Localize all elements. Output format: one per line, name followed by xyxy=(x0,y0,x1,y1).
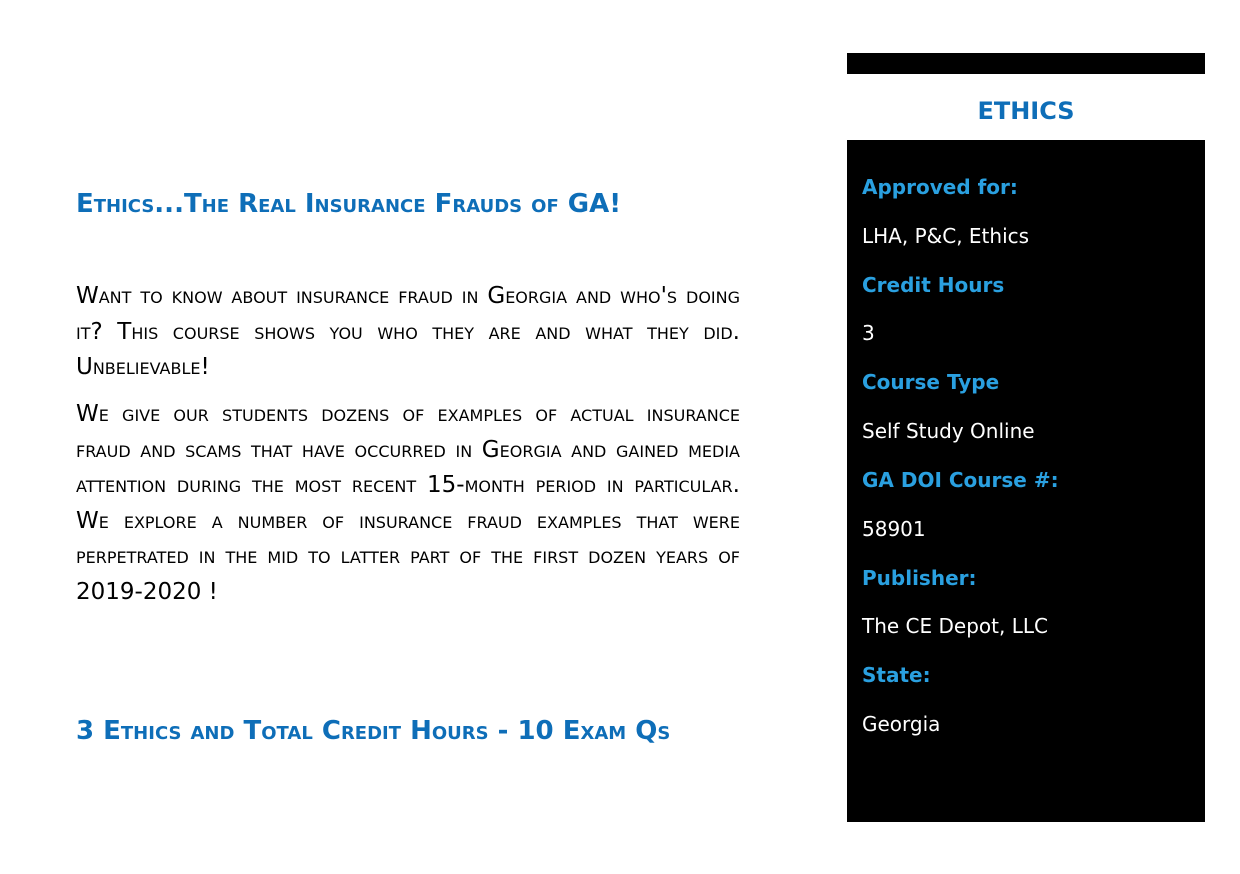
course-number-value: 58901 xyxy=(862,517,926,541)
sidebar-heading: ETHICS xyxy=(977,97,1075,125)
course-title: Ethics...The Real Insurance Frauds of GA! xyxy=(76,189,622,219)
description-paragraph: Want to know about insurance fraud in Georgia and who's doing it? This course shows you who they are and what they did. Unbelievable! xyxy=(76,283,740,380)
sidebar-top-bar xyxy=(847,53,1205,74)
state-value: Georgia xyxy=(862,712,941,736)
credit-hours-value: 3 xyxy=(862,321,875,345)
state-label: State: xyxy=(862,663,931,687)
course-details-panel xyxy=(847,140,1205,822)
credit-hours-label: Credit Hours xyxy=(862,273,1005,297)
publisher-value: The CE Depot, LLC xyxy=(862,614,1048,638)
course-number-label: GA DOI Course #: xyxy=(862,468,1059,492)
course-type-value: Self Study Online xyxy=(862,419,1035,443)
publisher-label: Publisher: xyxy=(862,566,977,590)
approved-for-label: Approved for: xyxy=(862,175,1018,199)
credit-summary: 3 Ethics and Total Credit Hours - 10 Exam Qs xyxy=(76,716,671,746)
description-paragraph: We give our students dozens of examples of actual insurance fraud and scams that have occurred in Georgia and gained media attention during the most recent 15-month period in particular. We explore a number of insurance fraud examples that were perpetrated in the mid to latter part of the first dozen years of 2019-2020 ! xyxy=(76,401,740,605)
approved-for-value: LHA, P&C, Ethics xyxy=(862,224,1030,248)
course-type-label: Course Type xyxy=(862,370,1000,394)
